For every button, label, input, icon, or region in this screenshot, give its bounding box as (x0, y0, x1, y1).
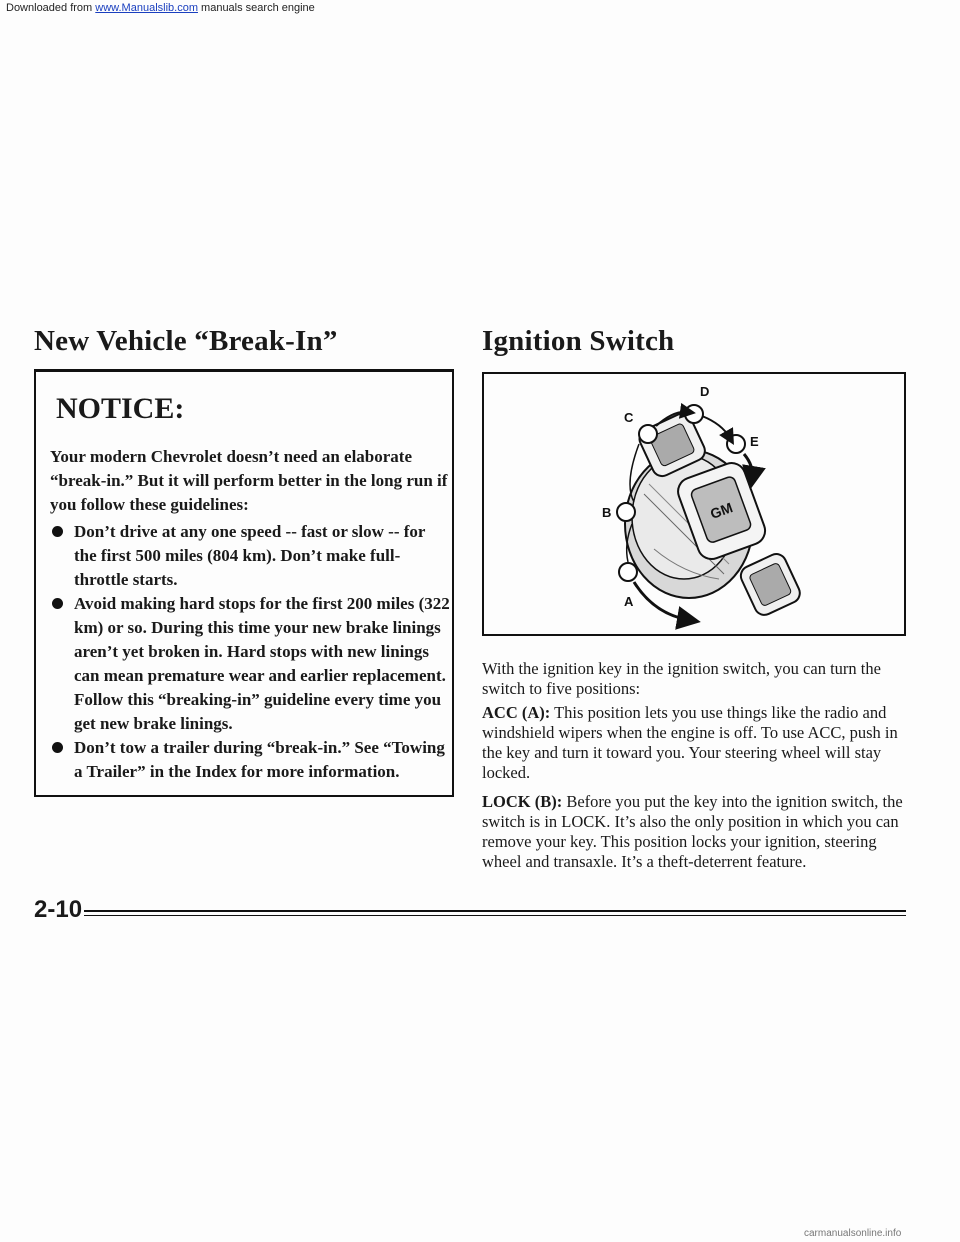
ignition-switch-title: Ignition Switch (482, 325, 675, 357)
notice-bullet-item (50, 520, 450, 592)
ignition-intro-paragraph: With the ignition key in the ignition switch, you can turn the switch to five positions: (482, 659, 881, 698)
rotation-arrow-icon (702, 416, 730, 438)
page-number: 2-10 (34, 896, 83, 923)
notice-box (34, 369, 454, 797)
bullet-dot-icon (52, 598, 63, 609)
position-b-marker (617, 503, 635, 521)
ignition-switch-illustration (484, 374, 904, 634)
footer-rule (84, 910, 906, 912)
label-a: A (624, 594, 634, 609)
position-c-marker (639, 425, 657, 443)
notice-bullet-item (50, 592, 450, 736)
position-a-marker (619, 563, 637, 581)
notice-bullet-text: Don’t tow a trailer during “break-in.” See “Towing a Trailer” in the Index for more information. (74, 738, 445, 781)
lock-paragraph (482, 792, 908, 872)
label-e: E (750, 434, 759, 449)
site-watermark: carmanualsonline.info (804, 1228, 902, 1239)
notice-bullet-text: Don’t drive at any one speed -- fast or slow -- for the first 500 miles (804 km). Don’t make full-throttle starts. (74, 522, 426, 589)
label-c: C (624, 410, 634, 425)
notice-bullet-item (50, 736, 450, 784)
manualslib-link[interactable]: www.Manualslib.com (95, 2, 198, 14)
ignition-switch-figure (482, 372, 906, 636)
watermark-suffix: manuals search engine (197, 2, 315, 14)
notice-heading: NOTICE: (56, 392, 185, 425)
watermark-prefix: Downloaded from (6, 2, 96, 14)
label-b: B (602, 505, 612, 520)
footer-rule-thin (84, 915, 906, 916)
bullet-dot-icon (52, 526, 63, 537)
acc-text: This position lets you use things like the radio and windshield wipers when the engine is off. To use ACC, push in the key and turn it toward you. Your steering wheel will stay locked. (482, 703, 898, 782)
lock-term: LOCK (B): (482, 792, 563, 811)
notice-bullet-list (50, 520, 450, 784)
position-d-marker (685, 405, 703, 423)
label-d: D (700, 384, 710, 399)
bullet-dot-icon (52, 742, 63, 753)
key-bottom-fob (738, 551, 803, 618)
notice-intro: Your modern Chevrolet doesn’t need an elaborate “break-in.” But it will perform better in the long run if you follow these guidelines: (50, 447, 448, 514)
notice-bullet-text: Avoid making hard stops for the first 200 miles (322 km) or so. During this time your new brake linings aren’t yet broken in. Hard stops with new linings can mean premature wear and earlier replacement. Follow this “breaking-in” guideline every time you get new brake linings. (74, 594, 450, 733)
download-watermark (6, 2, 315, 14)
key-emblem: GM (708, 499, 735, 522)
acc-term: ACC (A): (482, 703, 551, 722)
break-in-title: New Vehicle “Break-In” (34, 325, 338, 357)
acc-paragraph (482, 703, 908, 783)
lock-text: Before you put the key into the ignition switch, the switch is in LOCK. It’s also the only position in which you can remove your key. This position locks your ignition, steering wheel and transaxle. It’s a theft-deterrent feature. (482, 792, 903, 871)
